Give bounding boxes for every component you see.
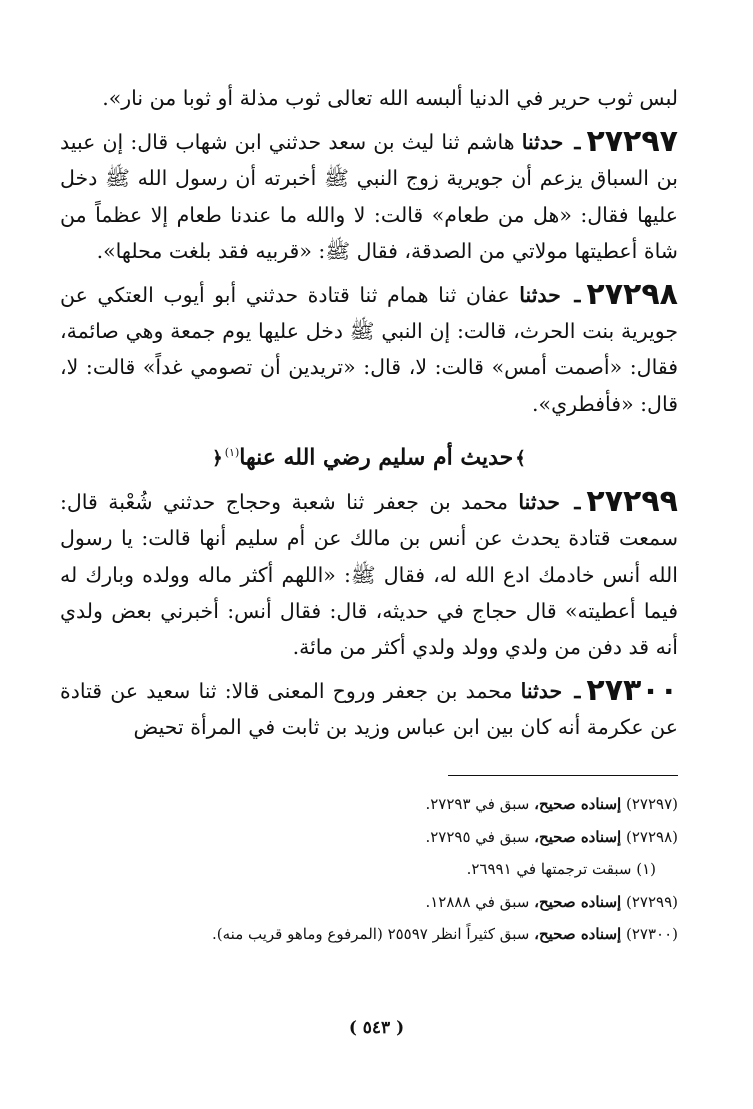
footnotes — [60, 788, 678, 951]
hadith-text: محمد بن جعفر ثنا شعبة وحجاج حدثني شُعْبة قال: سمعت قتادة يحدث عن أنس بن مالك عن أم سليم أنها قالت: يا رسول الله أنس خادمك ادع الله له، فقال ﷺ: «اللهم أكثر ماله وولده وبارك له فيما أعطيته» قال حجاج في حديثه، قال: فقال أنس: أخبرني بعض ولدي أنه قد دفن من ولدي وولد ولدي أكثر من مائة. — [60, 490, 678, 659]
footnote-item: (٢٧٢٩٨) إسناده صحيح، سبق في ٢٧٢٩٥. — [425, 827, 678, 846]
ornament-close: ﴿ — [212, 448, 223, 470]
page-number: ( ٥٤٣ ) — [348, 1018, 405, 1038]
hadith-keyword: حدثنا — [518, 490, 560, 515]
hadith-27297 — [60, 124, 678, 269]
footnote-item: (٢٧٣٠٠) إسناده صحيح، سبق كثيراً انظر ٢٥٥٩٧ (المرفوع وماهو قريب منه). — [212, 925, 678, 943]
hadith-number: ٢٧٢٩٩ — [586, 484, 678, 520]
hadith-text: محمد بن جعفر وروح المعنى قالا: ثنا سعيد عن قتادة عن عكرمة أنه كان بين ابن عباس وزيد بن ثابت في المرأة تحيض — [60, 679, 678, 740]
hadith-27298 — [60, 277, 678, 422]
hadith-27300 — [60, 673, 678, 745]
hadith-27299 — [60, 484, 678, 665]
footnote-item: (٢٧٢٩٧) إسناده صحيح، سبق في ٢٧٢٩٣. — [425, 795, 678, 813]
footnote-ref: (١) — [224, 445, 240, 459]
section-heading — [60, 434, 678, 478]
hadith-keyword: حدثنا — [521, 130, 564, 155]
hadith-text: هاشم ثنا ليث بن سعد حدثني ابن شهاب قال: إن عبيد بن السباق يزعم أن جويرية زوج النبي ﷺ أخبرته أن رسول الله ﷺ دخل عليها فقال: «هل من طعام» قالت: لا والله ما عندنا طعام إلا عظماً من شاة أعطيتها مولاتي من الصدقة، فقال ﷺ: «قربيه فقد بلغت محلها». — [60, 130, 678, 263]
hadith-number: ٢٧٢٩٨ — [586, 277, 678, 313]
hadith-number: ٢٧٢٩٧ — [586, 124, 678, 160]
footnote-item: (١) سبقت ترجمتها في ٢٦٩٩١. — [466, 860, 656, 878]
hadith-keyword: حدثنا — [519, 283, 561, 308]
main-text — [60, 80, 678, 746]
hadith-text: عفان ثنا همام ثنا قتادة حدثني أبو أيوب العتكي عن جويرية بنت الحرث، قالت: إن النبي ﷺ دخل عليها يوم جمعة وهي صائمة، فقال: «أصمت أمس» قالت: لا، قال: «تريدين أن تصومي غداً» قالت: لا، قال: «فأفطري». — [60, 283, 678, 416]
hadith-number: ٢٧٣٠٠ — [586, 673, 678, 709]
footnote-item: (٢٧٢٩٩) إسناده صحيح، سبق في ١٢٨٨٨. — [425, 892, 678, 911]
dash: ـ — [574, 283, 581, 308]
dash: ـ — [574, 679, 581, 704]
heading-text: حديث أم سليم رضي الله عنها — [239, 444, 514, 471]
continuation-text: لبس ثوب حرير في الدنيا ألبسه الله تعالى ثوب مذلة أو ثوبا من نار». — [102, 86, 678, 110]
footnote-divider — [448, 775, 678, 776]
ornament-open: ﴾ — [515, 448, 526, 470]
dash: ـ — [574, 490, 581, 515]
dash: ـ — [574, 130, 581, 155]
hadith-keyword: حدثنا — [520, 679, 563, 704]
